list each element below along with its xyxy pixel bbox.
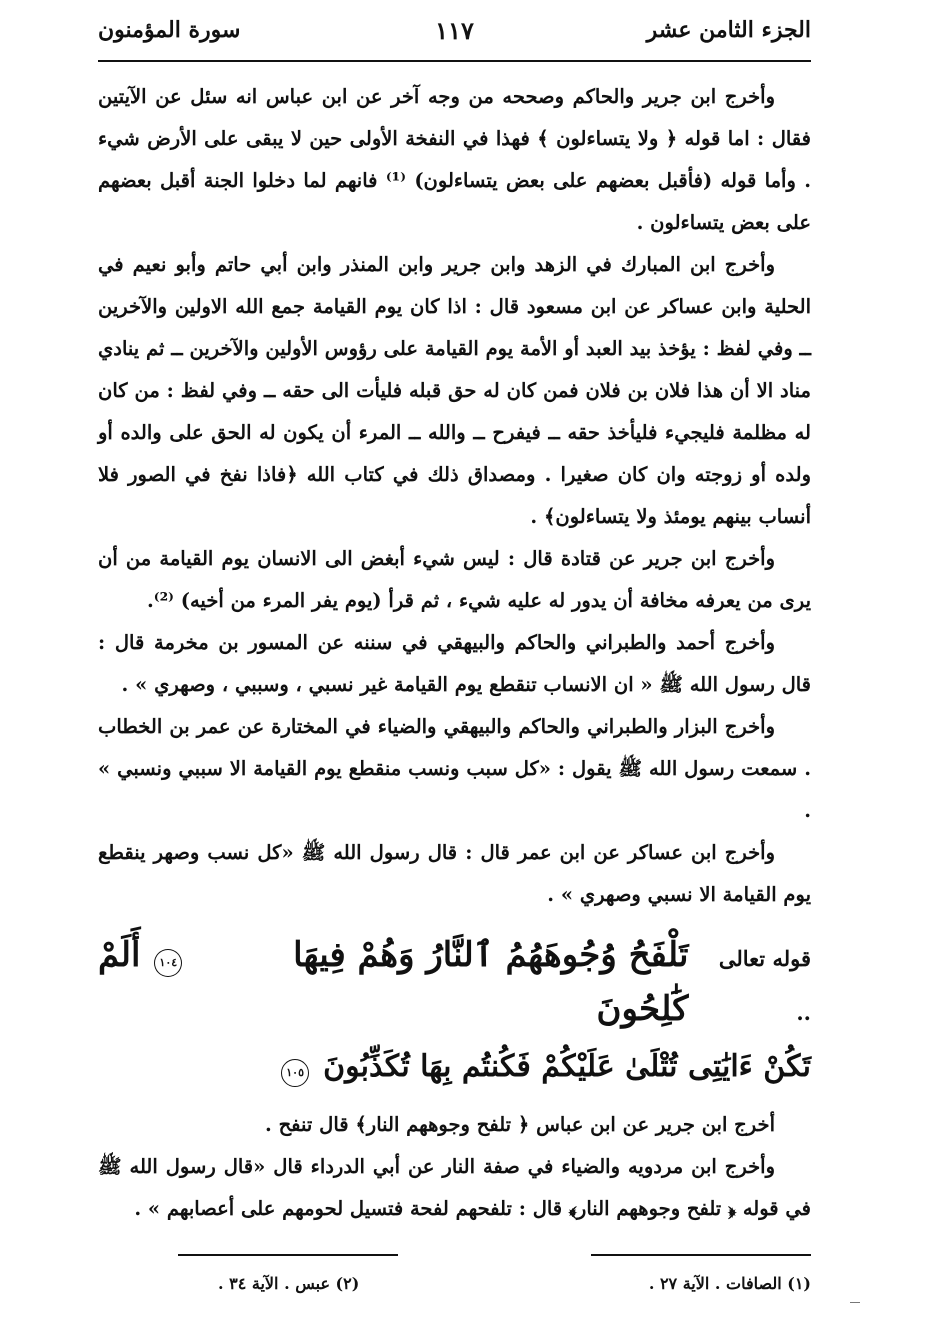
verse-line-2 (98, 1040, 811, 1094)
page-header (98, 8, 811, 52)
paragraph: أخرج ابن جرير عن ابن عباس ﴿ تلفح وجوههم النار﴾ قال تنفح . (265, 1113, 775, 1136)
footnote-1: (١) الصافات . الآية ٢٧ . (648, 1274, 811, 1293)
paragraph: وأخرج أحمد والطبراني والحاكم والبيهقي في سننه عن المسور بن مخرمة قال : قال رسول الله ﷺ « ان الانساب تنقطع يوم القيامة غير نسبي ، وسببي ، وصهري » . (98, 631, 811, 696)
ayah-number-icon: ١٠٥ (281, 1059, 309, 1087)
verse-line-1 (98, 928, 811, 1040)
verse-text: تَكُنْ ءَايَٰتِى تُتْلَىٰ عَلَيْكُمْ فَكُنتُم بِهَا تُكَذِّبُونَ (323, 1049, 811, 1084)
paragraph: وأخرج البزار والطبراني والحاكم والبيهقي والضياء في المختارة عن عمر بن الخطاب . سمعت رسول الله ﷺ يقول : «كل سبب ونسب منقطع يوم القيامة الا سببي ونسبي » . (98, 715, 811, 822)
scan-mark (850, 1302, 860, 1303)
footnote-divider (591, 1254, 811, 1256)
footnotes (98, 1274, 811, 1293)
footnote-dividers (98, 1248, 811, 1268)
paragraph: وأخرج ابن مردويه والضياء في صفة النار عن أبي الدرداء قال «قال رسول الله ﷺ في قوله ﴿ تلفح وجوههم النار﴾ قال : تلفحهم لفحة فتسيل لحومهم على أعصابهم » . (98, 1155, 811, 1220)
paragraph: وأخرج ابن جرير عن قتادة قال : ليس شيء أبغض الى الانسان يوم القيامة من أن يرى من يعرفه مخافة أن يدور له عليه شيء ، ثم قرأ (يوم يفر المرء من أخيه) ⁽²⁾. (98, 547, 811, 612)
verse-text: تَلْفَحُ وُجُوهَهُمُ ٱلنَّارُ وَهُمْ فِيهَا كَٰلِحُونَ (293, 935, 689, 1029)
page-number: ١١٧ (435, 15, 474, 45)
footnote-2: (٢) عبس . الآية ٣٤ . (218, 1274, 360, 1293)
header-divider (98, 60, 811, 62)
quran-verse-block (98, 928, 811, 1094)
paragraph: وأخرج ابن عساكر عن ابن عمر قال : قال رسول الله ﷺ «كل نسب وصهر ينقطع يوم القيامة الا نسبي وصهري » . (98, 841, 811, 906)
verse-label: قوله تعالى .. (718, 946, 811, 1025)
ayah-number-icon: ١٠٤ (154, 949, 182, 977)
footnote-divider (178, 1254, 398, 1256)
verse-text-continuation: أَلَمْ (98, 935, 141, 975)
part-title: الجزء الثامن عشر (646, 17, 811, 43)
surah-title: سورة المؤمنون (98, 17, 241, 43)
paragraph: وأخرج ابن المبارك في الزهد وابن جرير وابن المنذر وابن أبي حاتم وأبو نعيم في الحلية وابن عساكر عن ابن مسعود قال : اذا كان يوم القيامة جمع الله الاولين والآخرين ــ وفي لفظ : يؤخذ بيد العبد أو الأمة يوم القيامة على رؤوس الأولين والآخرين ــ ثم ينادي مناد الا أن هذا فلان بن فلان فمن كان له حق قبله فليأت الى حقه ــ وفي لفظ : من كان له مظلمة فليجيء فليأخذ حقه ــ فيفرح ــ والله ــ المرء أن يكون له الحق على والده أو ولده أو زوجته وان كان صغيرا . ومصداق ذلك في كتاب الله ﴿فاذا نفخ في الصور فلا أنساب بينهم يومئذ ولا يتساءلون﴾ . (98, 253, 811, 528)
book-page (98, 8, 811, 1328)
paragraph: وأخرج ابن جرير والحاكم وصححه من وجه آخر عن ابن عباس انه سئل عن الآيتين فقال : اما قوله ﴿ ولا يتساءلون ﴾ فهذا في النفخة الأولى حين لا يبقى على الأرض شيء . وأما قوله (فأقبل بعضهم على بعض يتساءلون) ⁽¹⁾ فانهم لما دخلوا الجنة أقبل بعضهم على بعض يتساءلون . (98, 85, 811, 234)
